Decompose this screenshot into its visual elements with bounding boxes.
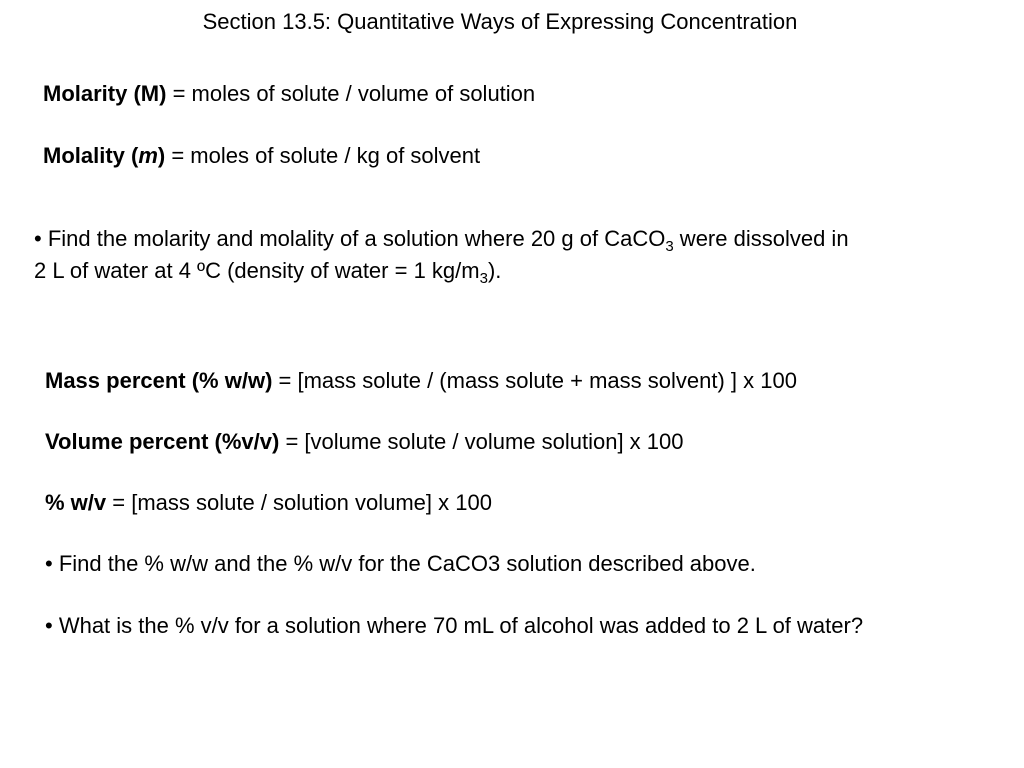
- mass-percent-definition: [45, 367, 797, 395]
- slide-title: Section 13.5: Quantitative Ways of Expressing Concentration: [202, 9, 798, 34]
- mass-percent-term: Mass percent (% w/w): [45, 368, 273, 393]
- molality-formula: = moles of solute / kg of solvent: [165, 143, 481, 168]
- problem1-line2-subscript: 3: [479, 270, 488, 287]
- molality-definition: [43, 142, 480, 170]
- problem1-line1: [34, 225, 849, 253]
- problem1-line1-text-a: • Find the molarity and molality of a solution where 20 g of CaCO: [34, 226, 666, 251]
- molarity-term: Molarity (M): [43, 81, 167, 106]
- wv-percent-term: % w/v: [45, 490, 107, 515]
- molarity-definition: [43, 80, 535, 108]
- wv-percent-definition: [45, 489, 492, 517]
- problem1-line1-subscript: 3: [665, 238, 674, 255]
- mass-percent-formula: = [mass solute / (mass solute + mass solvent) ] x 100: [272, 368, 797, 393]
- volume-percent-definition: [45, 428, 684, 456]
- volume-percent-formula: = [volume solute / volume solution] x 100: [279, 429, 684, 454]
- problem1-line2-text-a: 2 L of water at 4 ºC (density of water = 1 kg/m: [34, 258, 480, 283]
- problem1-line2: [34, 257, 501, 285]
- molality-term-prefix: Molality (: [43, 143, 139, 168]
- volume-percent-term: Volume percent (%v/v): [45, 429, 280, 454]
- problem2-text: • Find the % w/w and the % w/v for the CaCO3 solution described above.: [45, 551, 756, 576]
- problem3-text: • What is the % v/v for a solution where 70 mL of alcohol was added to 2 L of water?: [45, 613, 864, 638]
- problem1-line2-text-b: ).: [487, 258, 502, 283]
- problem1-line1-text-b: were dissolved in: [673, 226, 849, 251]
- molarity-formula: = moles of solute / volume of solution: [166, 81, 536, 106]
- molality-term-suffix: ): [157, 143, 166, 168]
- wv-percent-formula: = [mass solute / solution volume] x 100: [106, 490, 492, 515]
- molality-symbol: m: [138, 143, 158, 168]
